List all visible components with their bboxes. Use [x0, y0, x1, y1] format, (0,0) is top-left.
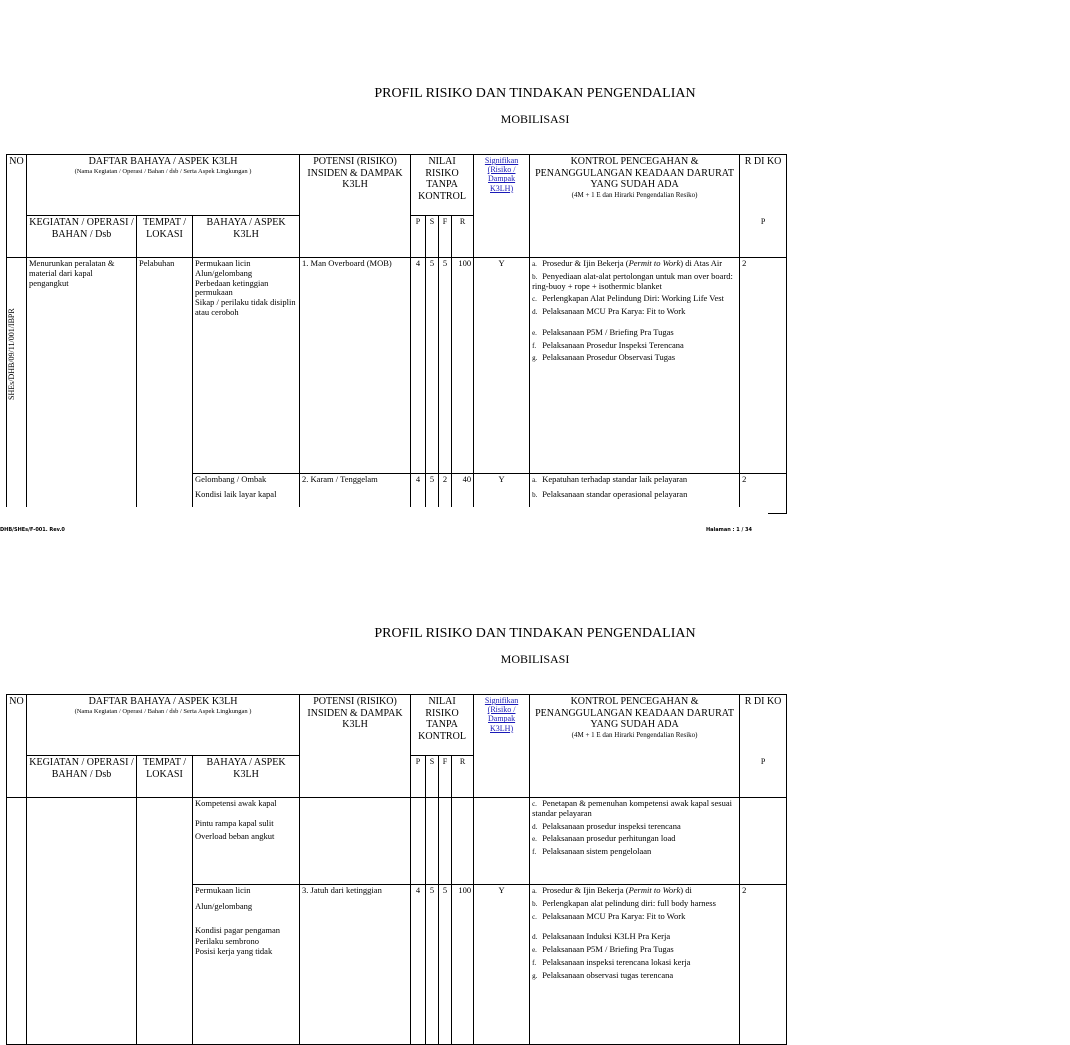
kontrol-label: c. — [532, 800, 537, 808]
kontrol-label: g. — [532, 971, 538, 980]
kontrol-item — [532, 272, 737, 292]
kontrol-item — [532, 822, 737, 832]
kontrol-text: Pelaksanaan MCU Pra Karya: Fit to Work — [542, 910, 686, 921]
bahaya-item: Alun/gelombang — [195, 267, 253, 278]
header-nilai-risiko: NILAI RISIKO TANPA KONTROL — [411, 695, 474, 756]
header-bahaya: BAHAYA / ASPEK K3LH — [193, 216, 300, 258]
cut-value: 2 — [740, 885, 787, 1045]
kontrol-label: b. — [532, 272, 538, 281]
value-r: 40 — [452, 474, 474, 514]
value-f — [439, 798, 452, 885]
kontrol-text: Perlengkapan Alat Pelindung Diri: Working Life Vest — [542, 293, 724, 304]
header-f: F — [439, 216, 452, 258]
kontrol-text: Pelaksanaan P5M / Briefing Pra Tugas — [542, 944, 674, 955]
header-daftar-bahaya — [27, 155, 300, 216]
kontrol-item — [532, 799, 737, 819]
bahaya-item: Perilaku sembrono — [195, 936, 259, 947]
kontrol-item — [532, 328, 737, 338]
page-subtitle: MOBILISASI — [500, 652, 570, 666]
document-number-cell — [7, 258, 27, 514]
kontrol-label: d. — [532, 822, 538, 831]
potensi-number: 3. — [302, 885, 309, 895]
value-p: 4 — [411, 474, 426, 514]
kontrol-item — [532, 341, 737, 351]
footer-doc-code: DHB/SHEs/F-001. Rev.0 — [0, 527, 65, 533]
kontrol-text: Pelaksanaan Induksi K3LH Pra Kerja — [542, 931, 671, 942]
header-kontrol-title: KONTROL PENCEGAHAN & PENANGGULANGAN KEADAAN DARURAT YANG SUDAH ADA — [535, 156, 734, 190]
value-s: 5 — [426, 885, 439, 1045]
page-title: PROFIL RISIKO DAN TINDAKAN PENGENDALIAN — [374, 626, 696, 641]
kontrol-text: Pelaksanaan Prosedur Observasi Tugas — [542, 352, 676, 363]
kontrol-label: b. — [532, 899, 538, 908]
value-signifikan — [474, 798, 530, 885]
kontrol-item — [532, 899, 737, 909]
header-cut-p: P — [740, 216, 787, 258]
bahaya-item: Kondisi pagar pengaman — [195, 924, 280, 935]
header-p: P — [411, 756, 426, 798]
kontrol-label: a. — [532, 260, 537, 268]
kontrol-label: a. — [532, 887, 537, 895]
cut-value: 2 — [740, 474, 787, 514]
bahaya-item: Alun/gelombang — [195, 900, 253, 911]
value-signifikan: Y — [474, 474, 530, 514]
potensi-cell — [300, 258, 411, 474]
kontrol-cell — [530, 798, 740, 885]
header-signifikan[interactable] — [474, 695, 530, 798]
header-r: R — [452, 756, 474, 798]
value-f: 5 — [439, 258, 452, 474]
table-row — [7, 798, 787, 885]
header-kontrol — [530, 155, 740, 258]
footer-page-number: Halaman : 1 / 34 — [706, 527, 753, 533]
document-number-cell — [7, 798, 27, 1045]
value-f: 2 — [439, 474, 452, 514]
header-bahaya: BAHAYA / ASPEK K3LH — [193, 756, 300, 798]
kontrol-label: g. — [532, 354, 538, 363]
header-daftar-bahaya-note: (Nama Kegiatan / Operasi / Bahan / dsb / Serta Aspek Lingkungan ) — [74, 167, 252, 175]
kontrol-text: Penyediaan alat-alat pertolongan untuk man over board: ring-buoy + rope + isothermic blanket — [532, 270, 733, 291]
header-p: P — [411, 216, 426, 258]
bahaya-item: Permukaan licin — [195, 885, 251, 895]
risk-table-page1 — [6, 154, 787, 514]
value-p: 4 — [411, 258, 426, 474]
value-r: 100 — [452, 885, 474, 1045]
kontrol-item — [532, 958, 737, 968]
header-kegiatan: KEGIATAN / OPERASI / BAHAN / Dsb — [27, 216, 137, 258]
header-kontrol-title: KONTROL PENCEGAHAN & PENANGGULANGAN KEADAAN DARURAT YANG SUDAH ADA — [535, 696, 734, 730]
page-title: PROFIL RISIKO DAN TINDAKAN PENGENDALIAN — [374, 86, 696, 101]
kontrol-label: b. — [532, 490, 538, 499]
potensi-number: 2. — [302, 474, 309, 484]
bahaya-item: Kondisi laik layar kapal — [195, 488, 277, 499]
potensi-text: Karam / Tenggelam — [310, 474, 378, 484]
kontrol-item — [532, 847, 737, 857]
kontrol-text: Pelaksanaan inspeksi terencana lokasi kerja — [542, 956, 691, 967]
kontrol-item — [532, 475, 737, 485]
kontrol-item — [532, 490, 737, 500]
kontrol-label: d. — [532, 933, 538, 942]
kontrol-item — [532, 971, 737, 981]
kontrol-label: c. — [532, 912, 537, 921]
value-p: 4 — [411, 885, 426, 1045]
kontrol-text: Pelaksanaan observasi tugas terencana — [542, 969, 674, 980]
kontrol-cell — [530, 258, 740, 474]
potensi-number: 1. — [302, 258, 309, 268]
kontrol-item: a. Prosedur & Ijin Bekerja (Permit to Work) di Atas Air — [532, 258, 723, 268]
kontrol-label: c. — [532, 295, 537, 304]
signifikan-link[interactable]: Signifikan (Risiko / Dampak K3LH) — [484, 156, 519, 193]
header-daftar-bahaya-title: DAFTAR BAHAYA / ASPEK K3LH — [88, 696, 238, 707]
header-kontrol — [530, 695, 740, 798]
kontrol-item — [532, 834, 737, 844]
potensi-cell — [300, 798, 411, 885]
potensi-text: Man Overboard (MOB) — [310, 258, 392, 268]
kontrol-label: f. — [532, 958, 537, 967]
potensi-text: Jatuh dari ketinggian — [310, 885, 382, 895]
header-s: S — [426, 756, 439, 798]
value-s: 5 — [426, 258, 439, 474]
kontrol-item: a. Prosedur & Ijin Bekerja (Permit to Work) di — [532, 885, 692, 895]
kontrol-label: f. — [532, 341, 537, 350]
bahaya-cell — [193, 798, 300, 885]
kontrol-text: Pelaksanaan P5M / Briefing Pra Tugas — [542, 326, 674, 337]
risk-table-page2 — [6, 694, 787, 1045]
tempat-cell — [137, 798, 193, 1045]
kontrol-item — [532, 353, 737, 363]
bahaya-item: Gelombang / Ombak — [195, 474, 267, 484]
potensi-cell — [300, 885, 411, 1045]
bahaya-item: Permukaan licin — [195, 258, 251, 268]
kontrol-text: Penetapan & pemenuhan kompetensi awak kapal sesuai standar pelayaran — [532, 798, 732, 818]
document-number: SHEs/DHB/09/11/001/IBPR — [7, 308, 16, 400]
cut-value: 2 — [740, 258, 787, 474]
header-tempat: TEMPAT / LOKASI — [137, 216, 193, 258]
bahaya-cell — [193, 885, 300, 1045]
bahaya-item: Overload beban angkut — [195, 830, 275, 841]
header-tempat: TEMPAT / LOKASI — [137, 756, 193, 798]
header-nilai-risiko: NILAI RISIKO TANPA KONTROL — [411, 155, 474, 216]
bahaya-item: Pintu rampa kapal sulit — [195, 817, 274, 828]
header-f: F — [439, 756, 452, 798]
value-r: 100 — [452, 258, 474, 474]
kontrol-cell — [530, 885, 740, 1045]
header-signifikan[interactable] — [474, 155, 530, 258]
value-s: 5 — [426, 474, 439, 514]
header-kontrol-note: (4M + 1 E dan Hirarki Pengendalian Resiko) — [571, 190, 698, 199]
header-s: S — [426, 216, 439, 258]
kegiatan-cell — [27, 798, 137, 1045]
tempat-cell: Pelabuhan — [137, 258, 193, 514]
header-potensi: POTENSI (RISIKO) INSIDEN & DAMPAK K3LH — [300, 155, 411, 258]
header-no: NO — [7, 695, 27, 798]
kontrol-item — [532, 912, 737, 922]
kontrol-text: Pelaksanaan MCU Pra Karya: Fit to Work — [542, 306, 686, 317]
value-signifikan: Y — [474, 885, 530, 1045]
kontrol-label: d. — [532, 308, 538, 317]
value-r — [452, 798, 474, 885]
kontrol-item — [532, 307, 737, 317]
bahaya-cell — [193, 258, 300, 474]
header-cut-column: R DI KO — [740, 695, 787, 756]
value-signifikan: Y — [474, 258, 530, 474]
kontrol-label: f. — [532, 848, 537, 857]
header-kontrol-note: (4M + 1 E dan Hirarki Pengendalian Resiko) — [571, 730, 698, 739]
bahaya-item: Sikap / perilaku tidak disiplin atau ceroboh — [195, 297, 296, 317]
header-no: NO — [7, 155, 27, 258]
kontrol-item — [532, 294, 737, 304]
value-p — [411, 798, 426, 885]
kontrol-label: e. — [532, 946, 537, 955]
kontrol-text: Pelaksanaan sistem pengelolaan — [542, 846, 652, 857]
kontrol-text: Perlengkapan alat pelindung diri: full body harness — [542, 897, 716, 908]
bahaya-item: Perbedaan ketinggian permukaan — [195, 277, 269, 298]
kontrol-text: Pelaksanaan standar operasional pelayaran — [542, 488, 688, 499]
value-s — [426, 798, 439, 885]
value-f: 5 — [439, 885, 452, 1045]
kontrol-text: Pelaksanaan prosedur inspeksi terencana — [542, 820, 681, 831]
cut-value — [740, 798, 787, 885]
header-daftar-bahaya-note: (Nama Kegiatan / Operasi / Bahan / dsb / Serta Aspek Lingkungan ) — [74, 707, 252, 715]
kegiatan-cell: Menurunkan peralatan & material dari kapal pengangkut — [27, 258, 137, 514]
kontrol-item — [532, 932, 737, 942]
kontrol-label: a. — [532, 476, 537, 484]
header-potensi: POTENSI (RISIKO) INSIDEN & DAMPAK K3LH — [300, 695, 411, 798]
header-daftar-bahaya — [27, 695, 300, 756]
header-daftar-bahaya-title: DAFTAR BAHAYA / ASPEK K3LH — [88, 156, 238, 167]
bahaya-item: Kompetensi awak kapal — [195, 798, 277, 808]
header-cut-p: P — [740, 756, 787, 798]
table-row — [7, 258, 787, 474]
kontrol-label: e. — [532, 328, 537, 337]
header-kegiatan: KEGIATAN / OPERASI / BAHAN / Dsb — [27, 756, 137, 798]
kontrol-item — [532, 945, 737, 955]
kontrol-text: Pelaksanaan prosedur perhitungan load — [542, 833, 676, 844]
header-cut-column: R DI KO — [740, 155, 787, 216]
page-subtitle: MOBILISASI — [500, 112, 570, 126]
kontrol-text: Pelaksanaan Prosedur Inspeksi Terencana — [542, 339, 684, 350]
bahaya-item: Posisi kerja yang tidak — [195, 946, 273, 957]
header-r: R — [452, 216, 474, 258]
signifikan-link[interactable]: Signifikan (Risiko / Dampak K3LH) — [484, 696, 519, 733]
kontrol-label: e. — [532, 835, 537, 844]
kontrol-text: Kepatuhan terhadap standar laik pelayaran — [542, 474, 688, 484]
